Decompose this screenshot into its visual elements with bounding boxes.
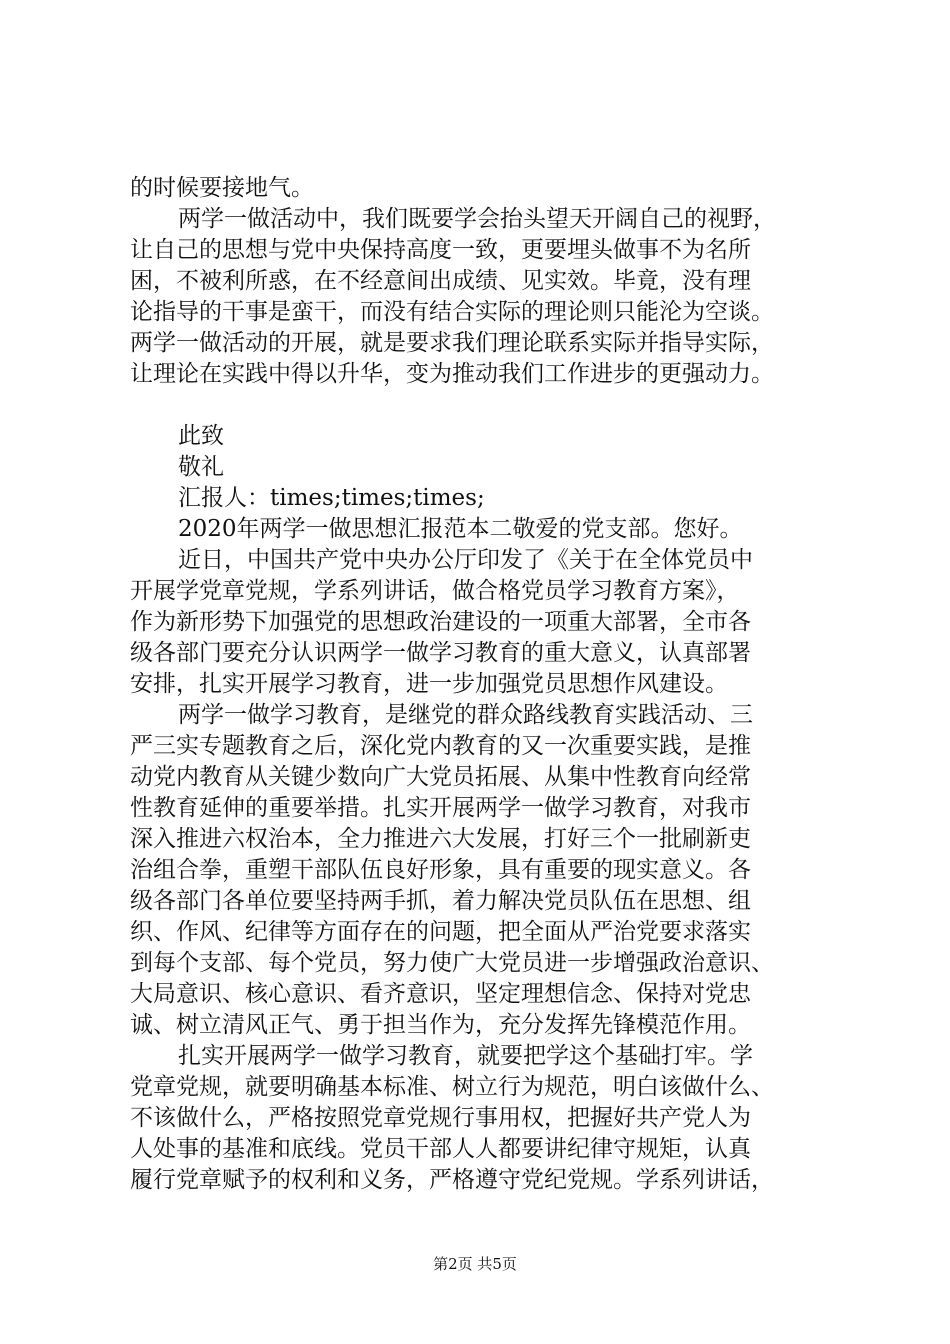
text-line: 治组合拳，重塑干部队伍良好形象，具有重要的现实意义。各 [130,857,751,883]
text-line: 不该做什么，严格按照党章党规行事用权，把握好共产党人为 [130,1105,751,1131]
text-line: 安排，扎实开展学习教育，进一步加强党员思想作风建设。 [130,671,728,697]
text-line: 让自己的思想与党中央保持高度一致，更要埋头做事不为名所 [130,237,751,263]
blank-line [130,390,840,421]
text-line: 论指导的干事是蛮干，而没有结合实际的理论则只能沦为空谈。 [130,299,774,325]
text-line: 汇报人：times;times;times; [178,485,485,511]
text-line: 两学一做活动的开展，就是要求我们理论联系实际并指导实际， [130,330,774,356]
text-line: 让理论在实践中得以升华，变为推动我们工作进步的更强动力。 [130,361,774,387]
text-line: 诚、树立清风正气、勇于担当作为，充分发挥先锋模范作用。 [130,1012,751,1038]
text-line: 作为新形势下加强党的思想政治建设的一项重大部署，全市各 [130,609,751,635]
text-line: 的时候要接地气。 [130,175,314,201]
text-line: 人处事的基准和底线。党员干部人人都要讲纪律守规矩，认真 [130,1136,751,1162]
text-line: 到每个支部、每个党员，努力使广大党员进一步增强政治意识、 [130,950,774,976]
text-line: 织、作风、纪律等方面存在的问题，把全面从严治党要求落实 [130,919,751,945]
text-line: 性教育延伸的重要举措。扎实开展两学一做学习教育，对我市 [130,795,751,821]
text-line: 大局意识、核心意识、看齐意识，坚定理想信念、保持对党忠 [130,981,751,1007]
text-line: 党章党规，就要明确基本标准、树立行为规范，明白该做什么、 [130,1074,774,1100]
text-line: 困，不被利所惑，在不经意间出成绩、见实效。毕竟，没有理 [130,268,751,294]
text-line: 开展学党章党规，学系列讲话，做合格党员学习教育方案》， [130,578,740,604]
document-body [130,173,840,1196]
text-line: 2020年两学一做思想汇报范本二敬爱的党支部。您好。 [178,516,743,542]
text-line: 动党内教育从关键少数向广大党员拓展、从集中性教育向经常 [130,764,751,790]
text-line: 两学一做学习教育，是继党的群众路线教育实践活动、三 [178,702,753,728]
text-line: 敬礼 [178,454,224,480]
text-line: 履行党章赋予的权利和义务，严格遵守党纪党规。学系列讲话， [130,1167,774,1193]
text-line: 深入推进六权治本，全力推进六大发展，打好三个一批刷新吏 [130,826,751,852]
text-line: 扎实开展两学一做学习教育，就要把学这个基础打牢。学 [178,1043,753,1069]
page-footer: 第2页 共5页 [433,1255,517,1273]
text-line: 级各部门要充分认识两学一做学习教育的重大意义，认真部署 [130,640,751,666]
text-line: 级各部门各单位要坚持两手抓，着力解决党员队伍在思想、组 [130,888,751,914]
text-line: 近日，中国共产党中央办公厅印发了《关于在全体党员中 [178,547,753,573]
text-line: 此致 [178,423,224,449]
text-line: 两学一做活动中，我们既要学会抬头望天开阔自己的视野， [178,206,776,232]
text-line: 严三实专题教育之后，深化党内教育的又一次重要实践，是推 [130,733,751,759]
